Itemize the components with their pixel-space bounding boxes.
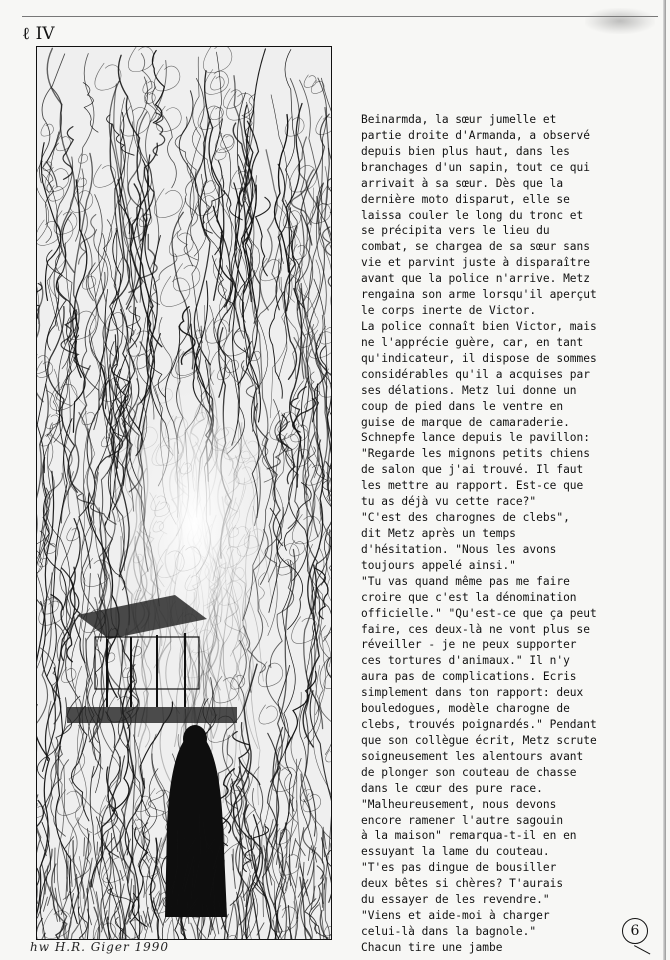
text-line: soigneusement les alentours avant <box>361 749 584 763</box>
text-line: de salon que j'ai trouvé. Il faut <box>361 463 584 477</box>
chapter-symbol: ℓ <box>22 24 31 44</box>
text-line: officielle." "Qu'est-ce que ça peut <box>361 606 597 620</box>
text-line: "T'es pas dingue de bousiller <box>361 861 557 875</box>
text-line: de plonger son couteau de chasse <box>361 765 577 779</box>
text-line: vie et parvint juste à disparaître <box>361 256 591 270</box>
text-line: branchages d'un sapin, tout ce qui <box>361 160 591 174</box>
text-line: deux bêtes si chères? T'aurais <box>361 877 564 891</box>
text-line: du essayer de les revendre." <box>361 893 550 907</box>
text-line: dernière moto disparut, elle se <box>361 192 570 206</box>
text-line: laissa couler le long du tronc et <box>361 208 584 222</box>
text-line: tu as déjà vu cette race?" <box>361 495 537 509</box>
chapter-mark <box>22 24 55 44</box>
artist-signature: hw H.R. Giger 1990 <box>30 940 170 954</box>
text-line: guise de marque de camaraderie. <box>361 415 570 429</box>
scan-smudge <box>585 8 655 34</box>
text-line: simplement dans ton rapport: deux <box>361 686 584 700</box>
text-line: ses délations. Metz lui donne un <box>361 383 577 397</box>
text-line: croire que c'est la dénomination <box>361 590 577 604</box>
chapter-number: IV <box>35 24 55 44</box>
text-line: depuis bien plus haut, dans les <box>361 144 570 158</box>
page-number: 6 <box>622 918 648 944</box>
text-line: avant que la police n'arrive. Metz <box>361 272 591 286</box>
text-line: rengaina son arme lorsqu'il aperçut <box>361 288 597 302</box>
text-line: les mettre au rapport. Est-ce que <box>361 479 584 493</box>
ink-illustration <box>36 46 332 940</box>
text-line: bouledogues, modèle charogne de <box>361 702 570 716</box>
text-line: arrivait à sa sœur. Dès que la <box>361 176 564 190</box>
top-rule <box>22 16 658 17</box>
text-line: "Viens et aide-moi à charger <box>361 909 550 923</box>
text-line: partie droite d'Armanda, a observé <box>361 128 591 142</box>
text-line: "Regarde les mignons petits chiens <box>361 447 591 461</box>
text-line: dans le cœur des pure race. <box>361 781 543 795</box>
text-line: celui-là dans la bagnole." <box>361 925 537 939</box>
text-line: que son collègue écrit, Metz scrute <box>361 733 597 747</box>
text-line: "Tu vas quand même pas me faire <box>361 574 570 588</box>
text-line: "Malheureusement, nous devons <box>361 797 557 811</box>
text-line: essuyant la lame du couteau. <box>361 845 550 859</box>
text-line: combat, se chargea de sa sœur sans <box>361 240 591 254</box>
text-line: Schnepfe lance depuis le pavillon: <box>361 431 591 445</box>
page-edge-shadow <box>663 0 666 960</box>
text-line: considérables qu'il a acquises par <box>361 367 591 381</box>
text-line: aura pas de complications. Ecris <box>361 670 577 684</box>
text-line: toujours appelé ainsi." <box>361 558 516 572</box>
text-line: La police connaît bien Victor, mais <box>361 319 597 333</box>
text-line: qu'indicateur, il dispose de sommes <box>361 351 597 365</box>
text-line: réveiller - je ne peux supporter <box>361 638 577 652</box>
text-line: ces tortures d'animaux." Il n'y <box>361 654 570 668</box>
story-text <box>361 112 661 956</box>
text-line: "C'est des charognes de clebs", <box>361 511 570 525</box>
text-line: se précipita vers le lieu du <box>361 224 550 238</box>
text-line: encore ramener l'autre sagouin <box>361 813 564 827</box>
text-line: d'hésitation. "Nous les avons <box>361 542 557 556</box>
text-line: dit Metz après un temps <box>361 526 516 540</box>
ink-stroke <box>97 842 98 855</box>
text-line: clebs, trouvés poignardés." Pendant <box>361 718 597 732</box>
ink-drawing <box>37 47 331 939</box>
text-line: faire, ces deux-là ne vont plus se <box>361 622 591 636</box>
text-line: à la maison" remarqua-t-il en en <box>361 829 577 843</box>
text-line: Beinarmda, la sœur jumelle et <box>361 113 557 126</box>
text-line: le corps inerte de Victor. <box>361 304 537 318</box>
text-line: coup de pied dans le ventre en <box>361 399 564 413</box>
text-line: Chacun tire une jambe <box>361 940 503 954</box>
text-line: ne l'apprécie guère, car, en tant <box>361 335 584 349</box>
